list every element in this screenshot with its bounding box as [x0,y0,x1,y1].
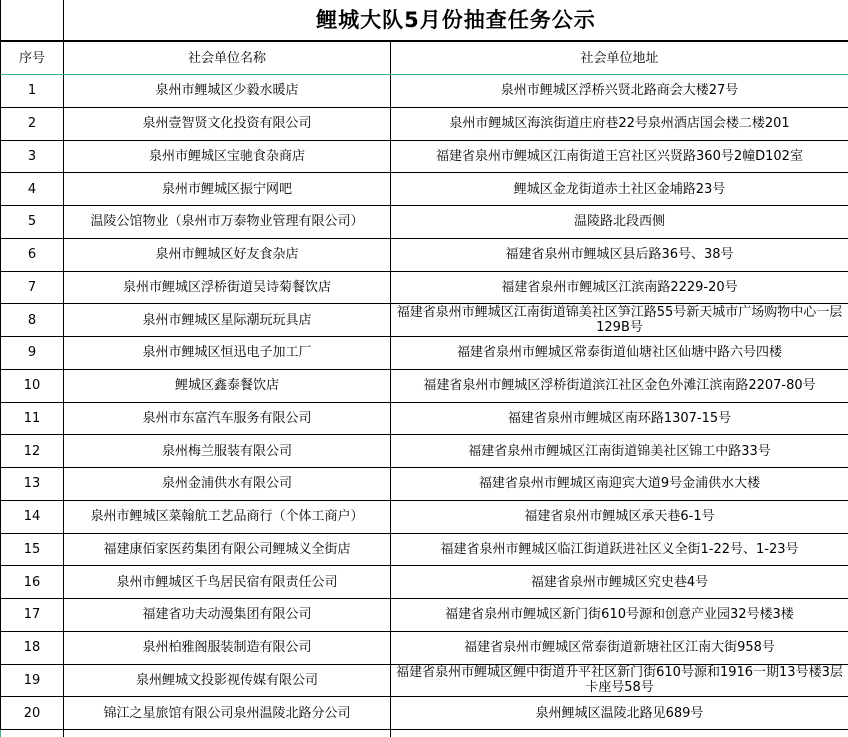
table-row [0,337,848,370]
table-row [0,697,848,730]
unit-address-cell: 泉州市鲤城区浮桥兴贤北路商会大楼27号 [391,75,848,107]
row-number-cell: 5 [1,206,64,238]
unit-address-cell: 福建省泉州市鲤城区鲤中街道升平社区新门街610号源和1916一期13号楼3层卡座号58号 [391,665,848,697]
unit-address-cell: 福建省泉州市鲤城区江南街道王宫社区兴贤路360号2幢D102室 [391,141,848,173]
unit-name-cell: 泉州梅兰服装有限公司 [64,435,391,467]
unit-address-cell: 福建省泉州市鲤城区临江街道跃进社区义全街1-22号、1-23号 [391,534,848,566]
unit-name-cell: 福建省功夫动漫集团有限公司 [64,599,391,631]
row-number-cell: 1 [1,75,64,107]
unit-name-cell: 泉州市鲤城区千鸟居民宿有限责任公司 [64,566,391,598]
unit-name-cell: 泉州市鲤城区好友食杂店 [64,239,391,271]
unit-address-cell: 鲤城区金龙街道赤土社区金埔路23号 [391,173,848,205]
row-number-cell: 10 [1,370,64,402]
table-row [0,566,848,599]
unit-name-cell: 泉州柏雅阁服装制造有限公司 [64,632,391,664]
row-number-cell: 7 [1,272,64,304]
table-row [0,665,848,698]
unit-name-cell: 泉州市鲤城区菜翰航工艺品商行（个体工商户） [64,501,391,533]
column-header-index: 序号 [1,42,64,74]
row-number-cell: 6 [1,239,64,271]
unit-address-cell: 福建省泉州市鲤城区江滨南路2229-20号 [391,272,848,304]
row-number-cell: 11 [1,403,64,435]
unit-address-cell: 福建省泉州市鲤城区浮桥街道滨江社区金色外滩江滨南路2207-80号 [391,370,848,402]
unit-address-cell: 福建省泉州市鲤城区南迎宾大道9号金浦供水大楼 [391,468,848,500]
unit-name-cell: 鲤城区鑫泰餐饮店 [64,370,391,402]
unit-address-cell: 福建省泉州市鲤城区县后路36号、38号 [391,239,848,271]
page-title: 鲤城大队5月份抽查任务公示 [64,0,848,40]
unit-name-cell: 温陵公馆物业（泉州市万泰物业管理有限公司） [64,206,391,238]
unit-name-cell: 泉州市鲤城区浮桥街道吴诗菊餐饮店 [64,272,391,304]
table-row [0,304,848,337]
unit-name-cell: 泉州鲤城文投影视传媒有限公司 [64,665,391,697]
unit-address-cell: 福建省泉州市鲤城区究史巷4号 [391,566,848,598]
unit-name-cell: 泉州壹智贤文化投资有限公司 [64,108,391,140]
unit-name-cell: 泉州市鲤城区恒迅电子加工厂 [64,337,391,369]
unit-address-cell: 福建省泉州市鲤城区承天巷6-1号 [391,501,848,533]
unit-address-cell: 福建省泉州市鲤城区新门街610号源和创意产业园32号楼3楼 [391,599,848,631]
table-row [0,534,848,567]
unit-address-cell: 泉州鲤城区温陵北路见689号 [391,697,848,729]
unit-name-cell: 泉州市鲤城区星际潮玩玩具店 [64,304,391,336]
table-row [0,599,848,632]
unit-name-cell: 泉州市东富汽车服务有限公司 [64,403,391,435]
partial-bottom-row [0,730,848,737]
unit-name-cell: 泉州金浦供水有限公司 [64,468,391,500]
row-number-cell: 20 [1,697,64,729]
row-number-cell: 16 [1,566,64,598]
table-row [0,173,848,206]
title-row [0,0,848,42]
unit-address-cell: 福建省泉州市鲤城区常泰街道新塘社区江南大街958号 [391,632,848,664]
partial-cell-address [391,730,848,737]
unit-name-cell: 锦江之星旅馆有限公司泉州温陵北路分公司 [64,697,391,729]
unit-address-cell: 福建省泉州市鲤城区江南街道锦美社区锦工中路33号 [391,435,848,467]
table-row [0,108,848,141]
table-row [0,141,848,174]
table-row [0,468,848,501]
row-number-cell: 4 [1,173,64,205]
unit-name-cell: 泉州市鲤城区振宁网吧 [64,173,391,205]
table-row [0,403,848,436]
table-row [0,632,848,665]
title-row-empty-cell [1,0,64,40]
unit-address-cell: 福建省泉州市鲤城区南环路1307-15号 [391,403,848,435]
row-number-cell: 9 [1,337,64,369]
table-row [0,75,848,108]
row-number-cell: 17 [1,599,64,631]
row-number-cell: 14 [1,501,64,533]
column-header-unit-address: 社会单位地址 [391,42,848,74]
unit-address-cell: 福建省泉州市鲤城区江南街道锦美社区笋江路55号新天城市广场购物中心一层129B号 [391,304,848,336]
table-row [0,272,848,305]
table-row [0,370,848,403]
partial-cell-index [1,730,64,737]
table-row [0,239,848,272]
table-row [0,435,848,468]
row-number-cell: 18 [1,632,64,664]
row-number-cell: 12 [1,435,64,467]
row-number-cell: 19 [1,665,64,697]
unit-name-cell: 泉州市鲤城区宝驰食杂商店 [64,141,391,173]
row-number-cell: 8 [1,304,64,336]
unit-address-cell: 泉州市鲤城区海滨街道庄府巷22号泉州酒店国会楼二楼201 [391,108,848,140]
row-number-cell: 13 [1,468,64,500]
row-number-cell: 2 [1,108,64,140]
partial-cell-name [64,730,391,737]
unit-name-cell: 福建康佰家医药集团有限公司鲤城义全街店 [64,534,391,566]
header-row [0,42,848,75]
table-row [0,206,848,239]
row-number-cell: 3 [1,141,64,173]
unit-address-cell: 温陵路北段西侧 [391,206,848,238]
table-row [0,501,848,534]
unit-address-cell: 福建省泉州市鲤城区常泰街道仙塘社区仙塘中路六号四楼 [391,337,848,369]
row-number-cell: 15 [1,534,64,566]
column-header-unit-name: 社会单位名称 [64,42,391,74]
table-body [0,75,848,730]
unit-name-cell: 泉州市鲤城区少毅水暖店 [64,75,391,107]
